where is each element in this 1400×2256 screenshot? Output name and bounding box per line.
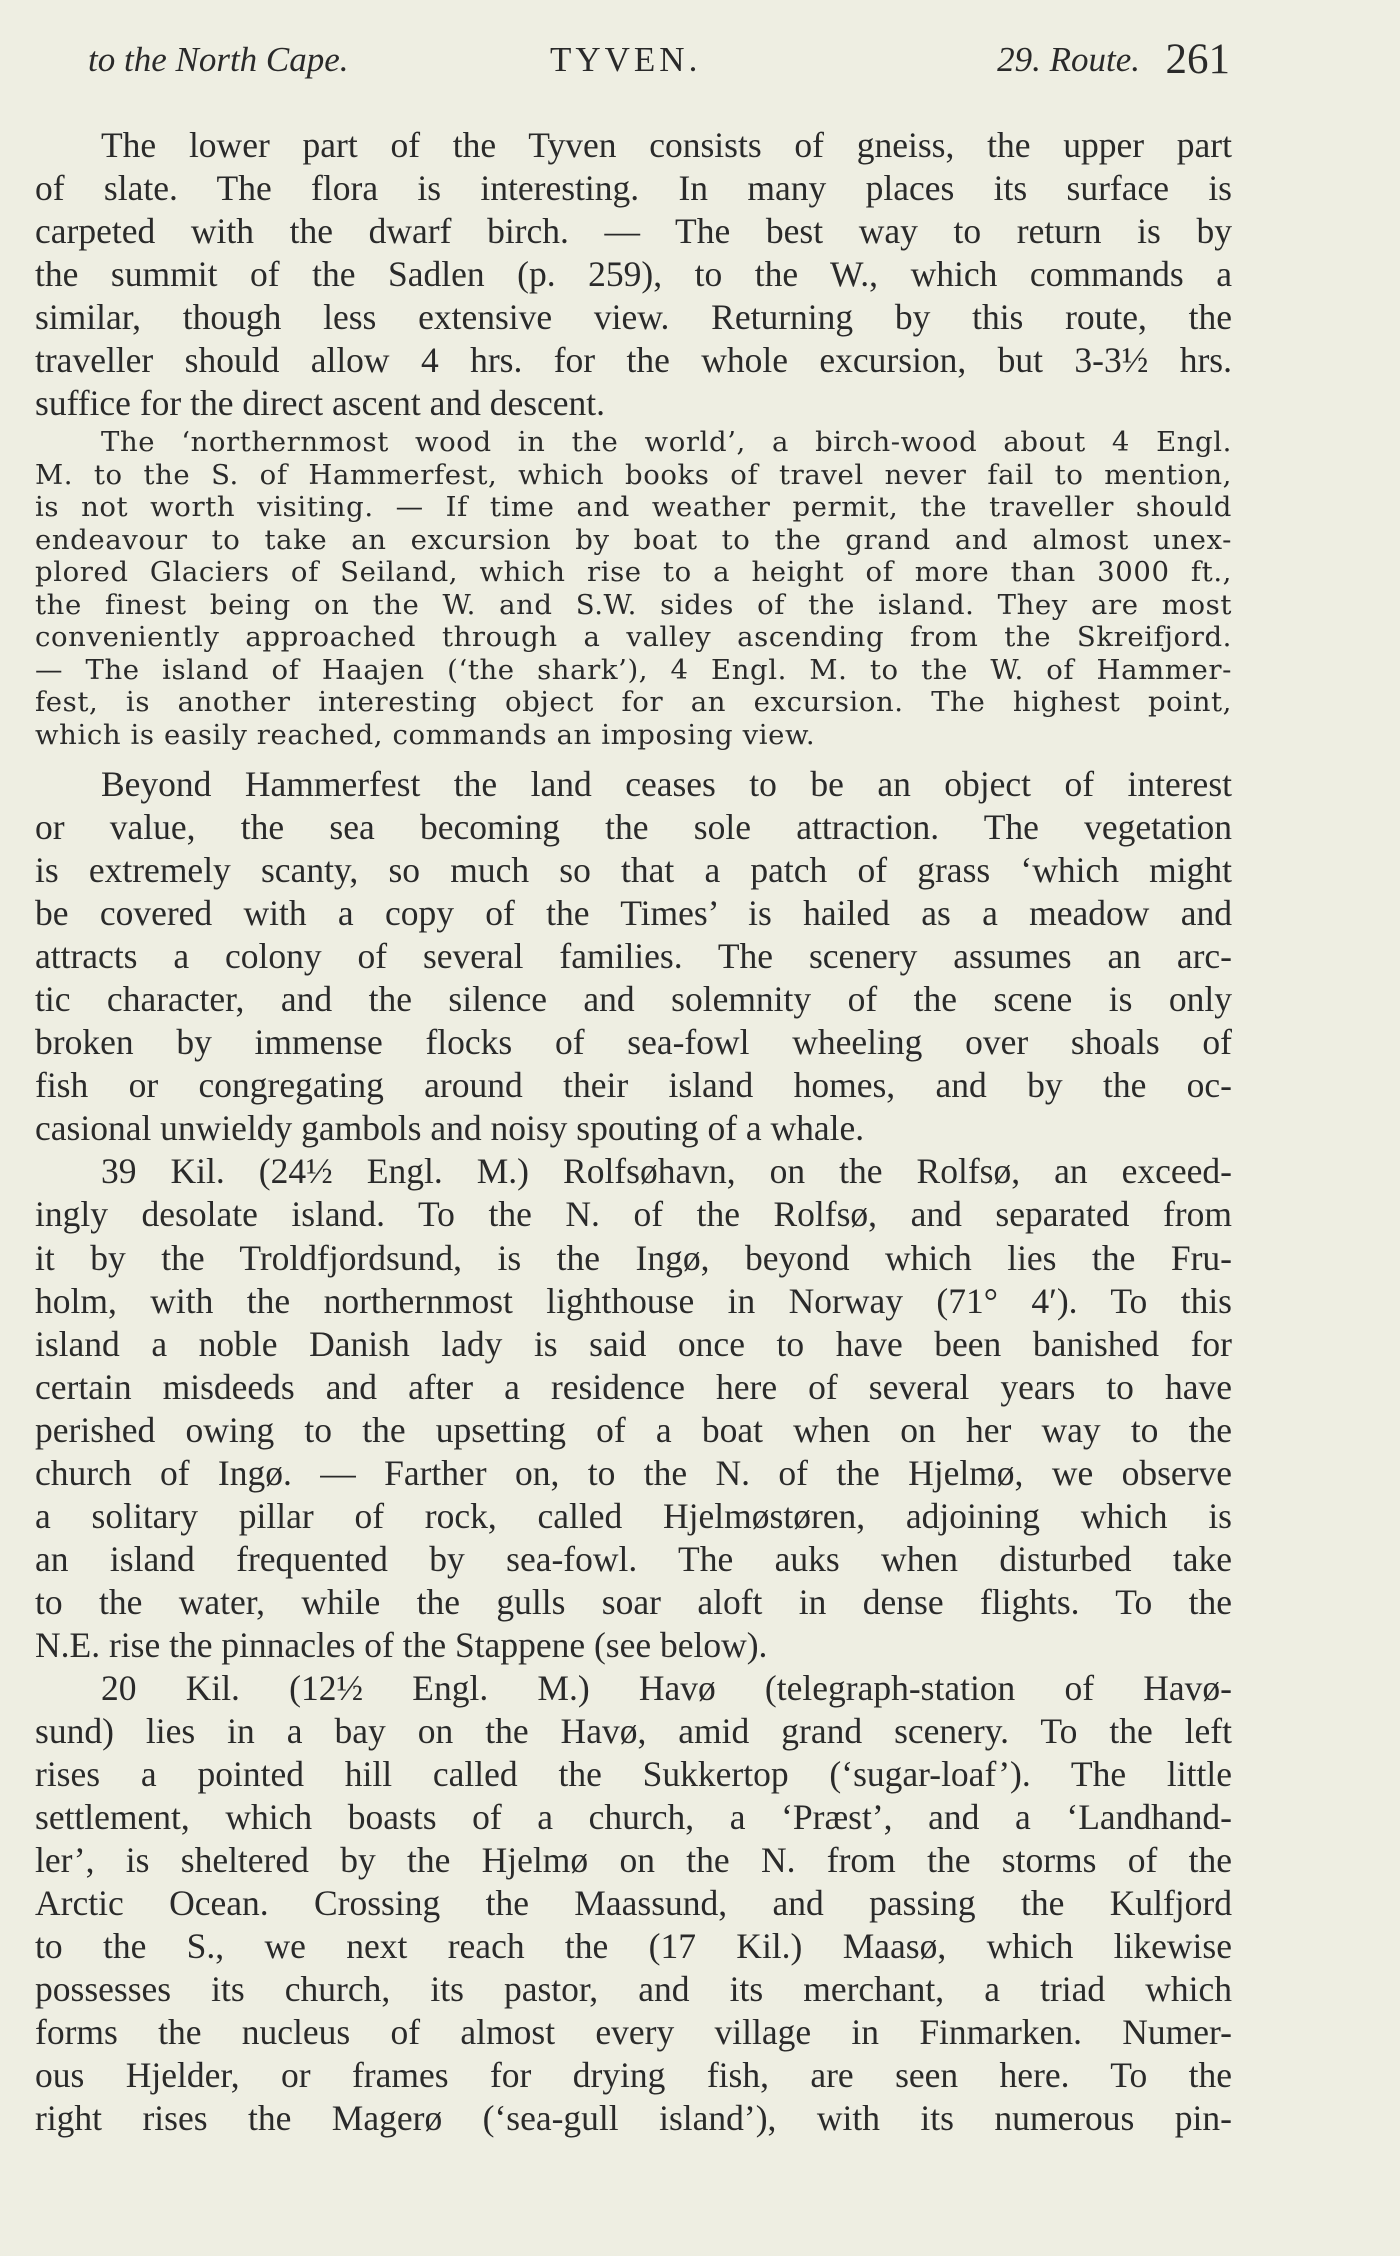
text-line: settlement, which boasts of a church, a ‘Præst’, and a ‘Landhand- [35, 1797, 1232, 1838]
text-line: ler’, is sheltered by the Hjelmø on the N. from the storms of the [35, 1840, 1232, 1881]
note-line: fest, is another interesting object for an excursion. The highest point, [35, 686, 1232, 718]
text-line: ingly desolate island. To the N. of the Rolfsø, and separated from [35, 1194, 1232, 1235]
text-line: suffice for the direct ascent and descent. [35, 383, 606, 423]
text-line: holm, with the northernmost lighthouse in Norway (71° 4′). To this [35, 1280, 1232, 1321]
text-line: 39 Kil. (24½ Engl. M.) Rolfsøhavn, on the Rolfsø, an exceed- [101, 1151, 1232, 1192]
page-number: 261 [1165, 36, 1230, 83]
text-line: casional unwieldy gambols and noisy spouting of a whale. [35, 1108, 865, 1149]
text-line: to the water, while the gulls soar aloft in dense flights. To the [35, 1581, 1232, 1622]
text-line: is extremely scanty, so much so that a patch of grass ‘which might [35, 850, 1232, 891]
text-line: be covered with a copy of the Times’ is hailed as a meadow and [35, 893, 1232, 934]
text-line: island a noble Danish lady is said once to have been banished for [35, 1323, 1232, 1364]
text-line: an island frequented by sea-fowl. The auks when disturbed take [35, 1538, 1232, 1579]
text-line: forms the nucleus of almost every village in Finmarken. Numer- [35, 2012, 1232, 2053]
text-line: it by the Troldfjordsund, is the Ingø, beyond which lies the Fru- [35, 1237, 1232, 1278]
text-line: similar, though less extensive view. Returning by this route, the [35, 297, 1232, 337]
text-line: tic character, and the silence and solemnity of the scene is only [35, 979, 1232, 1020]
text-line: possesses its church, its pastor, and its merchant, a triad which [35, 1969, 1232, 2010]
running-header [88, 30, 1230, 90]
text-line: church of Ingø. — Farther on, to the N. of the Hjelmø, we observe [35, 1452, 1232, 1493]
paragraph-beyond-hammerfest [35, 763, 1232, 1150]
text-line: to the S., we next reach the (17 Kil.) Maasø, which likewise [35, 1926, 1232, 1967]
note-line: The ‘northernmost wood in the world’, a birch-wood about 4 Engl. [101, 426, 1232, 458]
note-line: conveniently approached through a valley ascending from the Skreifjord. [35, 621, 1232, 653]
text-line: right rises the Magerø (‘sea-gull island’), with its numerous pin- [35, 2098, 1232, 2139]
text-line: carpeted with the dwarf birch. — The best way to return is by [35, 211, 1232, 251]
note-line: — The island of Haajen (‘the shark’), 4 Engl. M. to the W. of Hammer- [35, 653, 1232, 686]
text-line: a solitary pillar of rock, called Hjelmøstøren, adjoining which is [35, 1495, 1232, 1536]
text-line: sund) lies in a bay on the Havø, amid grand scenery. To the left [35, 1711, 1232, 1752]
note-line: which is easily reached, commands an imposing view. [35, 718, 816, 751]
text-line: ous Hjelder, or frames for drying fish, are seen here. To the [35, 2055, 1232, 2096]
text-line: broken by immense flocks of sea-fowl wheeling over shoals of [35, 1022, 1232, 1063]
text-line: fish or congregating around their island homes, and by the oc- [35, 1065, 1232, 1106]
text-line: N.E. rise the pinnacles of the Stappene (see below). [35, 1624, 768, 1665]
header-route: 29. Route. [997, 40, 1140, 79]
note-line: the finest being on the W. and S.W. sides of the island. They are most [35, 588, 1232, 621]
note-line: plored Glaciers of Seiland, which rise to a height of more than 3000 ft., [35, 556, 1232, 588]
paragraph-tyven-geology [35, 124, 1232, 425]
text-line: or value, the sea becoming the sole attraction. The vegetation [35, 807, 1232, 848]
text-line: Beyond Hammerfest the land ceases to be an object of interest [101, 764, 1232, 804]
text-line: Arctic Ocean. Crossing the Maassund, and passing the Kulfjord [35, 1883, 1232, 1924]
text-line: traveller should allow 4 hrs. for the whole excursion, but 3-3½ hrs. [35, 340, 1232, 380]
note-line: M. to the S. of Hammerfest, which books of travel never fail to mention, [35, 458, 1232, 491]
text-line: attracts a colony of several families. The scenery assumes an arc- [35, 936, 1232, 977]
header-left: to the North Cape. [88, 40, 349, 79]
small-print-note [35, 426, 1232, 751]
text-line: rises a pointed hill called the Sukkertop (‘sugar-loaf’). The little [35, 1754, 1232, 1795]
body-text [35, 124, 1232, 2141]
text-line: of slate. The flora is interesting. In many places its surface is [35, 168, 1232, 208]
header-title: TYVEN. [550, 40, 702, 79]
text-line: The lower part of the Tyven consists of gneiss, the upper part [101, 125, 1232, 165]
text-line: certain misdeeds and after a residence here of several years to have [35, 1366, 1232, 1407]
text-line: perished owing to the upsetting of a boat when on her way to the [35, 1409, 1232, 1450]
note-line: is not worth visiting. — If time and weather permit, the traveller should [35, 491, 1232, 523]
paragraph-havo [35, 1667, 1232, 2141]
note-line: endeavour to take an excursion by boat to the grand and almost unex- [35, 523, 1232, 556]
text-line: the summit of the Sadlen (p. 259), to the W., which commands a [35, 254, 1232, 294]
text-line: 20 Kil. (12½ Engl. M.) Havø (telegraph-station of Havø- [101, 1667, 1232, 1708]
paragraph-rolfsohavn [35, 1150, 1232, 1667]
